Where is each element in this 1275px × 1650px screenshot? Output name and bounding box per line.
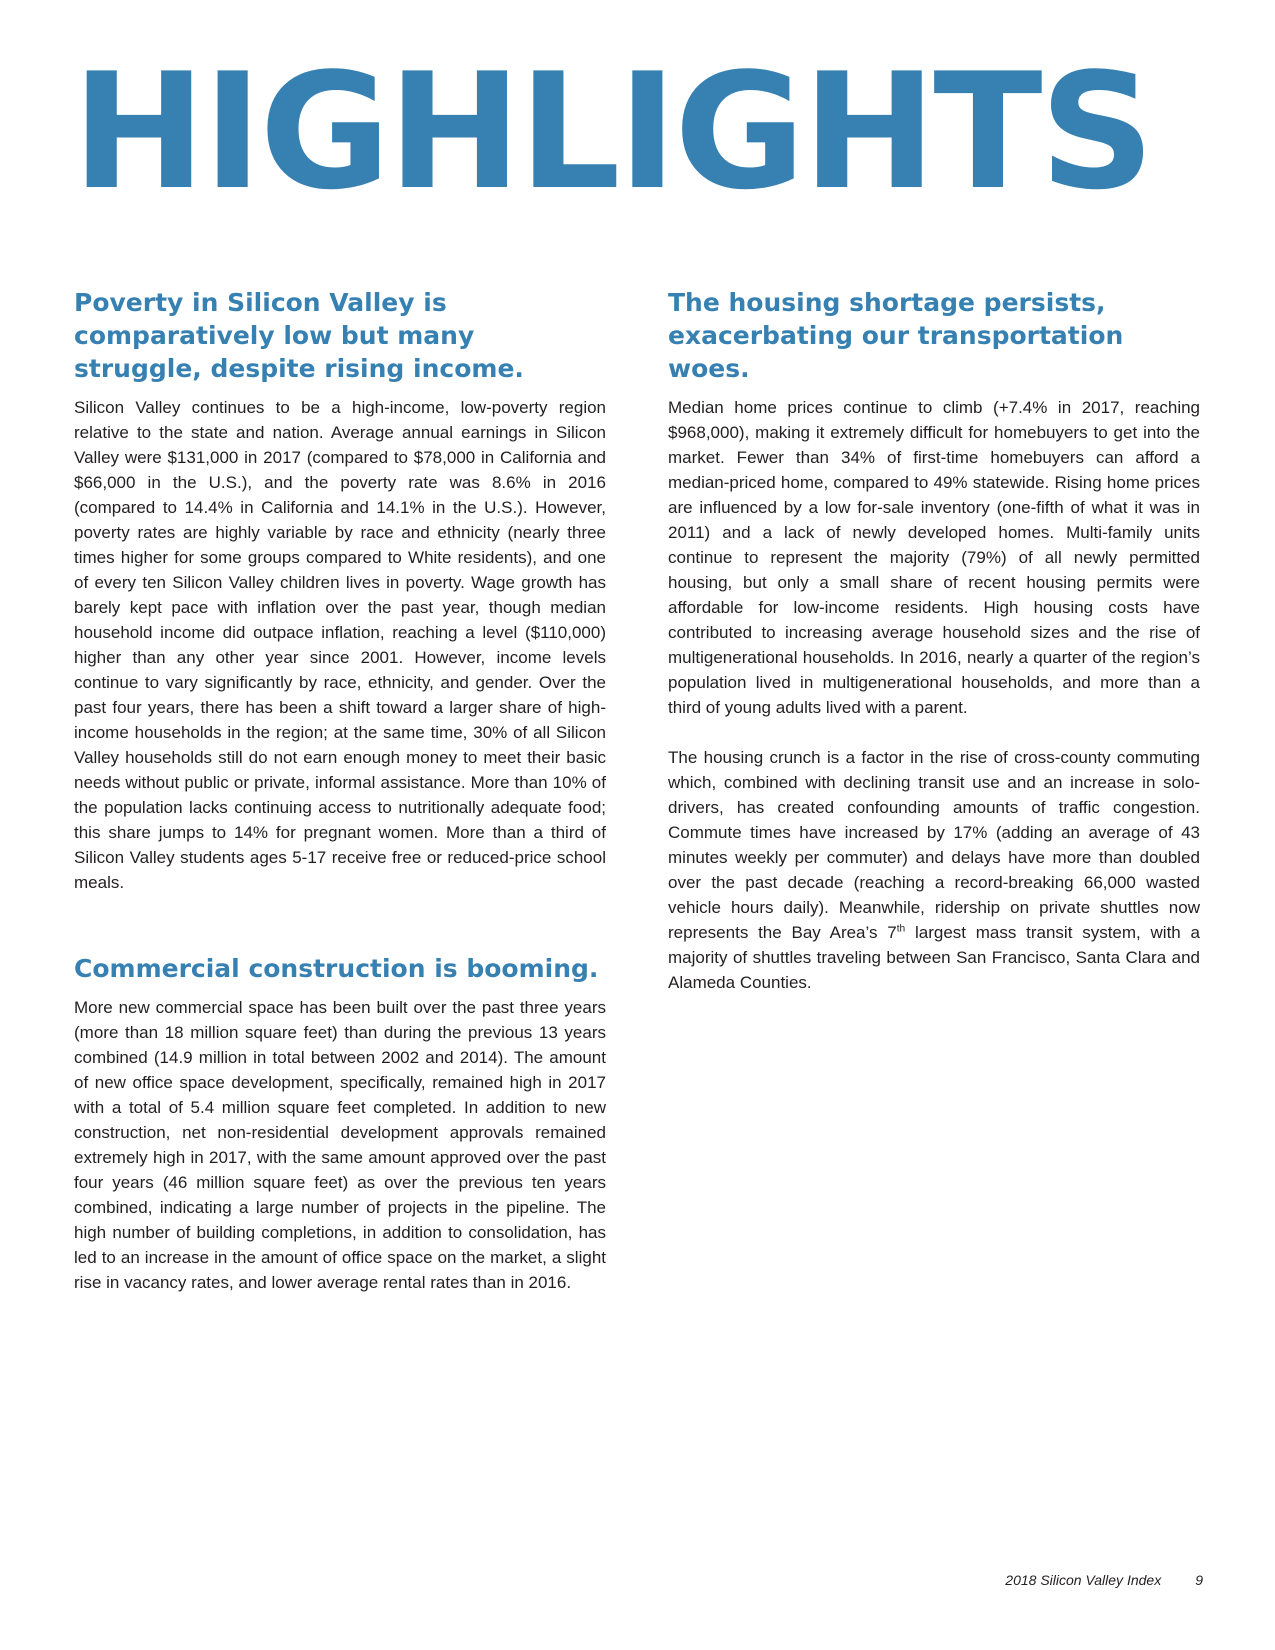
poverty-body: Silicon Valley continues to be a high-income, low-poverty region relative to the state and nation. Average annual earnings in Silicon Valley were $131,000 in 2017 (compared to $78,000 in California and $66,000 in the U.S.), and the poverty rate was 8.6% in 2016 (compared to 14.4% in California and 14.1% in the U.S.). However, poverty rates are highly variable by race and ethnicity (nearly three times higher for some groups compared to White residents), and one of every ten Silicon Valley children lives in poverty. Wage growth has barely kept pace with inflation over the past year, though median household income did outpace inflation, reaching a level ($110,000) higher than any other year since 2001. However, income levels continue to vary significantly by race, ethnicity, and gender. Over the past four years, there has been a shift toward a larger share of high-income households in the region; at the same time, 30% of all Silicon Valley households still do not earn enough money to meet their basic needs without public or private, informal assistance. More than 10% of the population lacks continuing access to nutritionally adequate food; this share jumps to 14% for pregnant women. More than a third of Silicon Valley students ages 5-17 receive free or reduced-price school meals. bbox=[74, 398, 606, 892]
left-column bbox=[74, 286, 606, 895]
housing-section bbox=[668, 286, 1200, 995]
housing-body-2-end: largest mass transit system, with a majority of shuttles traveling between San Francisco, Santa Clara and Alameda Counties. bbox=[668, 923, 1200, 992]
poverty-heading: Poverty in Silicon Valley is comparatively low but many struggle, despite rising income. bbox=[74, 288, 524, 383]
commercial-section bbox=[74, 952, 606, 1295]
ordinal-suffix: th bbox=[896, 923, 906, 935]
poverty-section bbox=[74, 286, 606, 895]
page-number: 9 bbox=[1195, 1572, 1203, 1588]
housing-body-1: Median home prices continue to climb (+7.4% in 2017, reaching $968,000), making it extremely difficult for homebuyers to get into the market. Fewer than 34% of first-time homebuyers can afford a median-priced home, compared to 49% statewide. Rising home prices are influenced by a low for-sale inventory (one-fifth of what it was in 2011) and a lack of newly developed homes. Multi-family units continue to represent the majority (79%) of all newly permitted housing, but only a small share of recent housing permits were affordable for low-income residents. High housing costs have contributed to increasing average household sizes and the rise of multigenerational households. In 2016, nearly a quarter of the region’s population lived in multigenerational households, and more than a third of young adults lived with a parent. bbox=[668, 398, 1200, 717]
commercial-body: More new commercial space has been built over the past three years (more than 18 million square feet) than during the previous 13 years combined (14.9 million in total between 2002 and 2014). The amount of new office space development, specifically, remained high in 2017 with a total of 5.4 million square feet completed. In addition to new construction, net non-residential development approvals remained extremely high in 2017, with the same amount approved over the past four years (46 million square feet) as over the previous ten years combined, indicating a large number of projects in the pipeline. The high number of building completions, in addition to consolidation, has led to an increase in the amount of office space on the market, a slight rise in vacancy rates, and lower average rental rates than in 2016. bbox=[74, 998, 606, 1292]
publication-title: 2018 Silicon Valley Index bbox=[1005, 1572, 1162, 1588]
right-column bbox=[668, 286, 1200, 995]
commercial-heading: Commercial construction is booming. bbox=[74, 954, 599, 983]
housing-heading: The housing shortage persists, exacerbating our transportation woes. bbox=[668, 288, 1124, 383]
page-title: HIGHLIGHTS bbox=[72, 38, 1152, 225]
left-column-lower bbox=[74, 952, 606, 1295]
housing-body-2-start: The housing crunch is a factor in the rise of cross-county commuting which, combined with declining transit use and an increase in solo-drivers, has created confounding amounts of traffic congestion. Commute times have increased by 17% (adding an average of 43 minutes weekly per commuter) and delays have more than doubled over the past decade (reaching a record-breaking 66,000 wasted vehicle hours daily). Meanwhile, ridership on private shuttles now represents the Bay Area’s 7 bbox=[668, 748, 1200, 942]
page-footer bbox=[1005, 1572, 1203, 1588]
housing-body-2 bbox=[668, 745, 1200, 995]
